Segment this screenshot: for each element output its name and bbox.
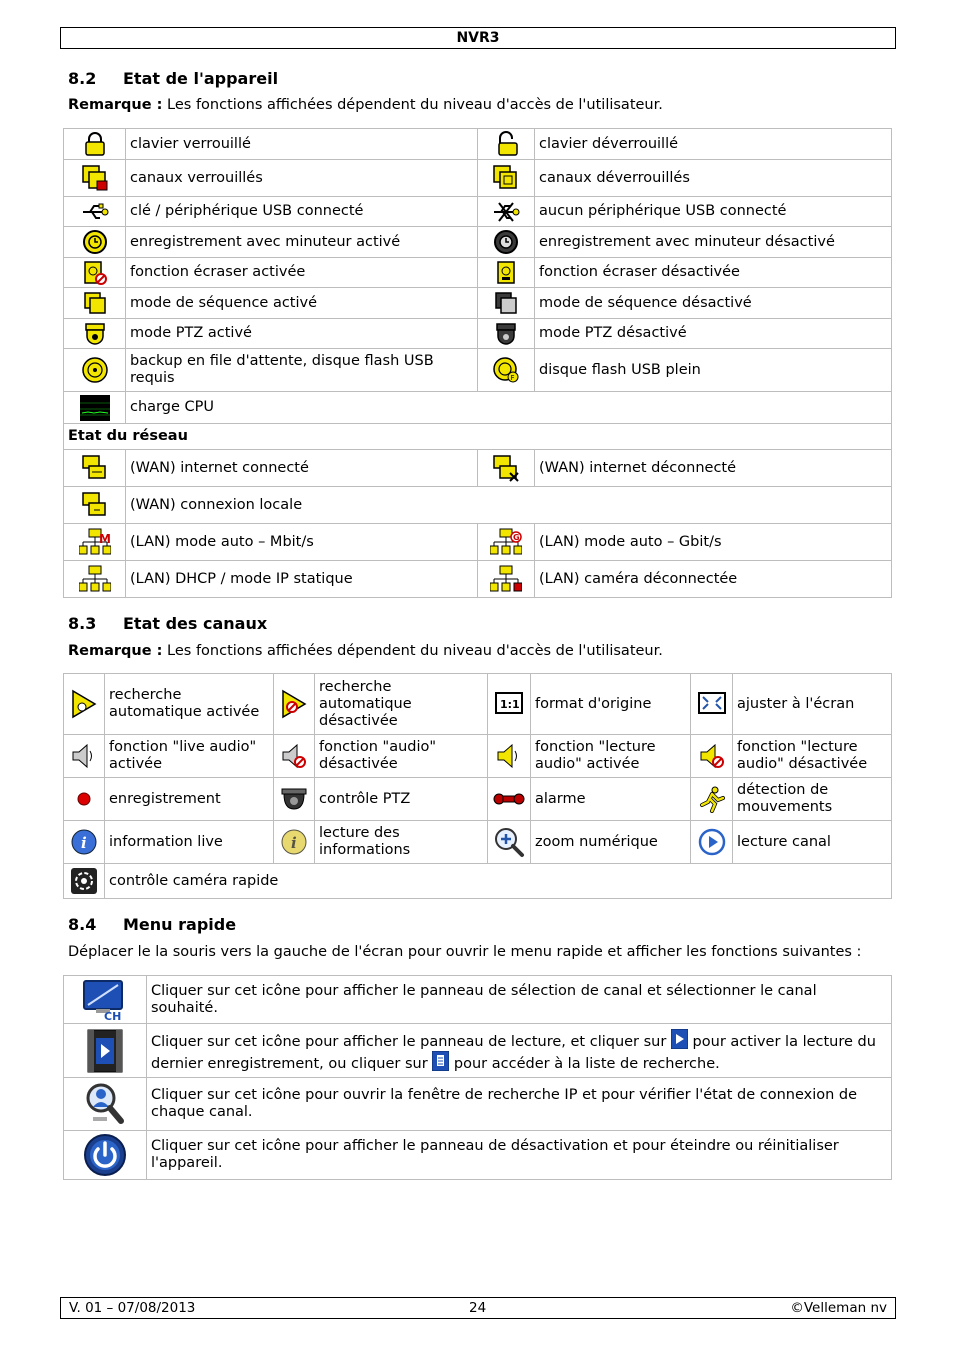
play-inline-icon (671, 1029, 688, 1049)
live-info-icon (64, 821, 105, 864)
table-row (64, 450, 892, 487)
usb-connected-icon (64, 197, 126, 227)
channels-unlocked-icon (478, 160, 535, 197)
table-row (64, 674, 892, 735)
svg-text:i: i (81, 834, 87, 852)
status-label: fonction "audio" désactivée (315, 735, 488, 778)
description-part: Cliquer sur cet icône pour afficher le panneau de lecture, et cliquer sur (151, 1033, 671, 1050)
section-number: 8.3 (68, 614, 97, 633)
status-label: fonction "lecture audio" activée (531, 735, 691, 778)
wan-disconnected-icon (478, 450, 535, 487)
page-header: NVR3 (60, 27, 896, 49)
table-row (64, 778, 892, 821)
ip-search-icon (64, 1078, 147, 1131)
status-label: mode de séquence activé (126, 288, 478, 319)
channel-select-icon (64, 976, 147, 1024)
auto-search-off-icon (274, 674, 315, 735)
digital-zoom-icon (488, 821, 531, 864)
timer-record-on-icon (64, 227, 126, 258)
status-label: contrôle PTZ (315, 778, 488, 821)
status-label: fonction écraser désactivée (535, 258, 892, 288)
status-label: format d'origine (531, 674, 691, 735)
channels-locked-icon (64, 160, 126, 197)
status-label: canaux déverrouillés (535, 160, 892, 197)
section-title: Menu rapide (123, 915, 237, 934)
live-audio-on-icon (64, 735, 105, 778)
table-row (64, 424, 892, 450)
audio-off-icon (274, 735, 315, 778)
quick-menu-description: Cliquer sur cet icône pour afficher le panneau de désactivation et pour éteindre ou réinitialiser l'appareil. (147, 1131, 892, 1180)
table-row (64, 1024, 892, 1078)
ptz-off-icon (478, 319, 535, 349)
section-number: 8.4 (68, 915, 97, 934)
table-row (64, 976, 892, 1024)
table-row (64, 1131, 892, 1180)
auto-search-on-icon (64, 674, 105, 735)
status-label: disque flash USB plein (535, 349, 892, 392)
quick-menu-description (147, 1024, 892, 1078)
playback-info-icon (274, 821, 315, 864)
svg-text:F: F (510, 374, 515, 382)
quick-camera-control-icon (64, 864, 105, 899)
sequence-off-icon (478, 288, 535, 319)
status-label: mode de séquence désactivé (535, 288, 892, 319)
channel-status-table (63, 673, 892, 899)
status-label: clé / périphérique USB connecté (126, 197, 478, 227)
section-83-heading (68, 614, 267, 633)
status-label: information live (105, 821, 274, 864)
footer-copyright: ©Velleman nv (790, 1300, 887, 1316)
channel-icon-label: CH (104, 1009, 122, 1021)
status-label: clavier déverrouillé (535, 129, 892, 160)
status-label: contrôle caméra rapide (105, 864, 892, 899)
status-label: zoom numérique (531, 821, 691, 864)
svg-text:1:1: 1:1 (500, 698, 520, 711)
table-row (64, 258, 892, 288)
fit-screen-icon (691, 674, 733, 735)
section-83-remark (68, 643, 663, 659)
playback-panel-icon (64, 1024, 147, 1078)
table-row (64, 735, 892, 778)
table-row (64, 487, 892, 524)
svg-text:G: G (513, 533, 520, 542)
lan-auto-mbit-icon (64, 524, 126, 561)
timer-record-off-icon (478, 227, 535, 258)
status-label: détection de mouvements (733, 778, 892, 821)
status-label: (WAN) internet connecté (126, 450, 478, 487)
table-row (64, 319, 892, 349)
description-part: pour activer la lecture du dernier enregistrement, ou cliquer sur (151, 1033, 876, 1072)
svg-text:M: M (98, 532, 111, 546)
overwrite-on-icon (64, 258, 126, 288)
table-row (64, 197, 892, 227)
motion-detection-icon (691, 778, 733, 821)
status-label: aucun périphérique USB connecté (535, 197, 892, 227)
usb-disconnected-icon (478, 197, 535, 227)
lan-auto-gbit-icon (478, 524, 535, 561)
table-row (64, 349, 892, 392)
keyboard-locked-icon (64, 129, 126, 160)
wan-connected-icon (64, 450, 126, 487)
playback-audio-on-icon (488, 735, 531, 778)
status-label: alarme (531, 778, 691, 821)
status-label: (WAN) connexion locale (126, 487, 892, 524)
wan-local-icon (64, 487, 126, 524)
table-row (64, 1078, 892, 1131)
lan-camera-disconnected-icon (478, 561, 535, 598)
alarm-icon (488, 778, 531, 821)
status-label: backup en file d'attente, disque flash USB requis (126, 349, 478, 392)
status-label: (LAN) mode auto – Mbit/s (126, 524, 478, 561)
remark-label: Remarque : (68, 643, 163, 659)
remark-text: Les fonctions affichées dépendent du niveau d'accès de l'utilisateur. (162, 97, 663, 113)
status-label: enregistrement avec minuteur activé (126, 227, 478, 258)
table-row (64, 160, 892, 197)
status-label: (LAN) mode auto – Gbit/s (535, 524, 892, 561)
backup-queue-icon (64, 349, 126, 392)
power-icon (64, 1131, 147, 1180)
section-84-intro: Déplacer le la souris vers la gauche de l'écran pour ouvrir le menu rapide et afficher les fonctions suivantes : (68, 944, 862, 960)
status-label: fonction écraser activée (126, 258, 478, 288)
svg-text:i: i (291, 834, 297, 852)
section-82-remark (68, 97, 663, 113)
table-row (64, 129, 892, 160)
status-label: enregistrement avec minuteur désactivé (535, 227, 892, 258)
page-footer (60, 1297, 896, 1319)
section-82-heading (68, 69, 278, 88)
ptz-on-icon (64, 319, 126, 349)
table-row (64, 864, 892, 899)
remark-label: Remarque : (68, 97, 163, 113)
footer-page-number: 24 (469, 1300, 487, 1316)
table-row (64, 288, 892, 319)
status-label: canaux verrouillés (126, 160, 478, 197)
footer-version: V. 01 – 07/08/2013 (69, 1300, 196, 1316)
search-list-inline-icon (432, 1051, 449, 1071)
table-row (64, 227, 892, 258)
ptz-control-icon (274, 778, 315, 821)
usb-disk-full-icon (478, 349, 535, 392)
network-status-heading: Etat du réseau (64, 424, 892, 450)
cpu-load-icon (64, 392, 126, 424)
quick-menu-description: Cliquer sur cet icône pour afficher le panneau de sélection de canal et sélectionner le canal souhaité. (147, 976, 892, 1024)
section-number: 8.2 (68, 69, 97, 88)
section-title: Etat des canaux (123, 614, 268, 633)
status-label: (LAN) caméra déconnectée (535, 561, 892, 598)
description-part: pour accéder à la liste de recherche. (449, 1055, 720, 1072)
status-label: mode PTZ activé (126, 319, 478, 349)
sequence-on-icon (64, 288, 126, 319)
table-row (64, 561, 892, 598)
channel-playback-icon (691, 821, 733, 864)
status-label: recherche automatique activée (105, 674, 274, 735)
section-title: Etat de l'appareil (123, 69, 279, 88)
status-label: (WAN) internet déconnecté (535, 450, 892, 487)
status-label: lecture canal (733, 821, 892, 864)
overwrite-off-icon (478, 258, 535, 288)
status-label: fonction "live audio" activée (105, 735, 274, 778)
status-label: lecture des informations (315, 821, 488, 864)
status-label: (LAN) DHCP / mode IP statique (126, 561, 478, 598)
status-label: clavier verrouillé (126, 129, 478, 160)
original-format-icon (488, 674, 531, 735)
status-label: recherche automatique désactivée (315, 674, 488, 735)
remark-text: Les fonctions affichées dépendent du niveau d'accès de l'utilisateur. (162, 643, 663, 659)
status-label: fonction "lecture audio" désactivée (733, 735, 892, 778)
lan-dhcp-static-icon (64, 561, 126, 598)
status-label: mode PTZ désactivé (535, 319, 892, 349)
record-icon (64, 778, 105, 821)
quick-menu-description: Cliquer sur cet icône pour ouvrir la fenêtre de recherche IP et pour vérifier l'état de connexion de chaque canal. (147, 1078, 892, 1131)
table-row (64, 524, 892, 561)
playback-audio-off-icon (691, 735, 733, 778)
device-status-table (63, 128, 892, 598)
table-row (64, 821, 892, 864)
status-label: charge CPU (126, 392, 892, 424)
quick-menu-table (63, 975, 892, 1180)
keyboard-unlocked-icon (478, 129, 535, 160)
status-label: ajuster à l'écran (733, 674, 892, 735)
table-row (64, 392, 892, 424)
status-label: enregistrement (105, 778, 274, 821)
section-84-heading (68, 915, 236, 934)
